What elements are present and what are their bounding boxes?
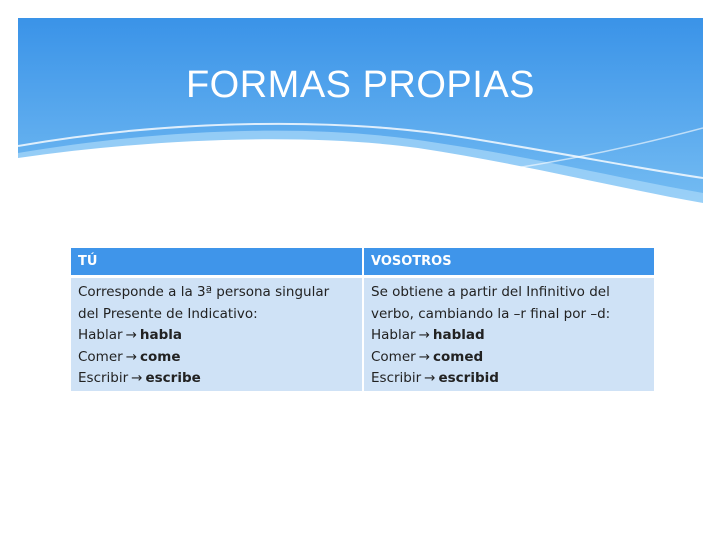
imperative-form: come (140, 348, 181, 365)
title-banner (18, 18, 703, 218)
arrow-icon: → (424, 370, 436, 386)
infinitive: Hablar (78, 327, 123, 343)
imperative-form: escribe (145, 370, 201, 386)
imperative-form: habla (139, 327, 183, 343)
arrow-icon: → (125, 327, 137, 343)
infinitive: Escribir (78, 370, 129, 386)
imperative-form: escribid (438, 370, 499, 386)
infinitive: Comer (371, 348, 416, 365)
cell-vosotros (364, 278, 654, 391)
table-row (71, 278, 654, 391)
tu-example-hablar (78, 325, 356, 347)
vosotros-description-line-1: Se obtiene a partir del Infinitivo del (371, 284, 610, 300)
vosotros-example-hablar (371, 325, 648, 347)
conjugation-table (71, 248, 654, 391)
imperative-form: comed (433, 348, 484, 365)
banner-background (18, 18, 703, 218)
slide-title: FORMAS PROPIAS (185, 64, 536, 106)
infinitive: Comer (78, 348, 123, 365)
infinitive: Escribir (371, 370, 422, 386)
vosotros-example-escribir (371, 368, 648, 390)
cell-tu (71, 278, 362, 391)
imperative-form: hablad (432, 327, 485, 343)
tu-example-comer (78, 347, 356, 369)
tu-description-line-2: del Presente de Indicativo: (78, 305, 258, 322)
header-vosotros: VOSOTROS (364, 248, 654, 275)
arrow-icon: → (418, 327, 430, 343)
tu-example-escribir (78, 368, 356, 390)
tu-description-line-1: Corresponde a la 3ª persona singular (78, 284, 330, 300)
arrow-icon: → (418, 348, 431, 365)
infinitive: Hablar (371, 327, 416, 343)
arrow-icon: → (125, 348, 138, 365)
table-header-row (71, 248, 654, 275)
vosotros-description-line-2: verbo, cambiando la –r final por –d: (371, 305, 611, 322)
vosotros-example-comer (371, 347, 648, 369)
arrow-icon: → (131, 370, 143, 386)
header-tu: TÚ (71, 248, 362, 275)
